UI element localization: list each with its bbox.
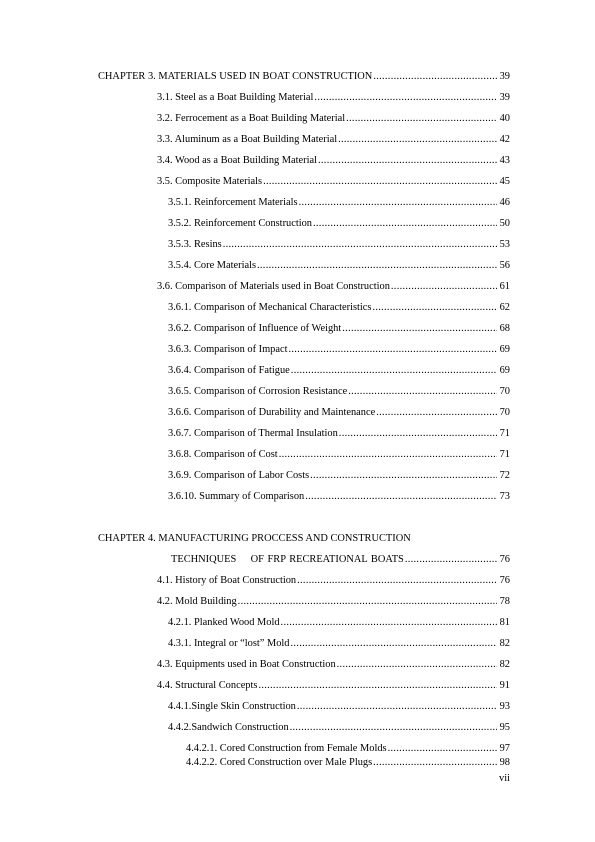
toc-leader-dots	[314, 91, 497, 104]
toc-entry-3-6-8[interactable]	[168, 448, 510, 461]
toc-entry-3-6[interactable]	[157, 280, 510, 293]
toc-leader-dots	[373, 756, 497, 769]
toc-entry-page: 43	[499, 155, 510, 166]
toc-entry-title: 4.4. Structural Concepts	[157, 680, 258, 691]
toc-leader-dots	[405, 553, 497, 566]
toc-leader-dots	[376, 406, 497, 419]
toc-entry-chapter-4[interactable]	[171, 553, 510, 566]
toc-entry-page: 45	[499, 176, 510, 187]
toc-entry-3-6-5[interactable]	[168, 385, 510, 398]
toc-entry-title: 3.1. Steel as a Boat Building Material	[157, 92, 314, 103]
toc-entry-page: 70	[499, 386, 510, 397]
page-number: vii	[499, 773, 510, 784]
toc-entry-3-6-4[interactable]	[168, 364, 510, 377]
toc-entry-title: 3.3. Aluminum as a Boat Building Material	[157, 134, 338, 145]
toc-leader-dots	[339, 427, 497, 440]
toc-entry-3-6-9[interactable]	[168, 469, 510, 482]
toc-entry-4-3-1[interactable]	[168, 637, 510, 650]
toc-leader-dots	[342, 322, 497, 335]
toc-leader-dots	[297, 700, 497, 713]
toc-entry-title: 3.6.10. Summary of Comparison	[168, 491, 305, 502]
toc-leader-dots	[279, 448, 497, 461]
toc-entry-3-5-3[interactable]	[168, 238, 510, 251]
toc-entry-3-1[interactable]	[157, 91, 510, 104]
toc-leader-dots	[291, 637, 498, 650]
toc-entry-page: 62	[499, 302, 510, 313]
toc-entry-page: 71	[499, 428, 510, 439]
toc-entry-page: 70	[499, 407, 510, 418]
toc-entry-page: 40	[499, 113, 510, 124]
toc-entry-page: 76	[499, 575, 510, 586]
toc-entry-title: 3.5.2. Reinforcement Construction	[168, 218, 312, 229]
toc-leader-dots	[388, 742, 497, 755]
toc-entry-page: 98	[499, 757, 510, 768]
toc-leader-dots	[391, 280, 497, 293]
toc-entry-title: 4.2.1. Planked Wood Mold	[168, 617, 280, 628]
toc-entry-page: 72	[499, 470, 510, 481]
toc-entry-page: 69	[499, 344, 510, 355]
toc-entry-title: 3.6.8. Comparison of Cost	[168, 449, 278, 460]
toc-leader-dots	[288, 343, 497, 356]
toc-entry-page: 82	[499, 659, 510, 670]
toc-entry-title: 4.3. Equipments used in Boat Construction	[157, 659, 336, 670]
toc-leader-dots	[297, 574, 497, 587]
toc-entry-title: 4.4.2.2. Cored Construction over Male Plugs	[186, 757, 373, 768]
toc-leader-dots	[348, 385, 497, 398]
toc-entry-page: 69	[499, 365, 510, 376]
toc-entry-title: 3.5.3. Resins	[168, 239, 222, 250]
toc-entry-title: 4.4.2.Sandwich Construction	[168, 722, 289, 733]
toc-entry-title: 4.3.1. Integral or “lost” Mold	[168, 638, 290, 649]
toc-entry-4-4-2-2[interactable]	[186, 756, 510, 769]
toc-entry-title: 4.4.2.1. Cored Construction from Female Molds	[186, 743, 387, 754]
toc-leader-dots	[281, 616, 497, 629]
toc-entry-chapter-3[interactable]	[98, 70, 510, 83]
toc-entry-3-6-3[interactable]	[168, 343, 510, 356]
toc-entry-title: 4.4.1.Single Skin Construction	[168, 701, 296, 712]
toc-entry-4-2-1[interactable]	[168, 616, 510, 629]
toc-entry-3-5-2[interactable]	[168, 217, 510, 230]
toc-entry-title: 4.1. History of Boat Construction	[157, 575, 297, 586]
toc-leader-dots	[337, 658, 497, 671]
toc-leader-dots	[310, 469, 497, 482]
toc-leader-dots	[223, 238, 497, 251]
toc-chapter-4-heading: CHAPTER 4. MANUFACTURING PROCCESS AND CONSTRUCTION	[98, 533, 411, 544]
toc-entry-page: 56	[499, 260, 510, 271]
toc-entry-page: 68	[499, 323, 510, 334]
toc-entry-3-3[interactable]	[157, 133, 510, 146]
toc-entry-page: 61	[499, 281, 510, 292]
toc-entry-4-4[interactable]	[157, 679, 510, 692]
toc-entry-4-4-2[interactable]	[168, 721, 510, 734]
toc-entry-3-5[interactable]	[157, 175, 510, 188]
toc-entry-page: 78	[499, 596, 510, 607]
toc-entry-title: 3.6. Comparison of Materials used in Boat Construction	[157, 281, 390, 292]
toc-entry-3-6-7[interactable]	[168, 427, 510, 440]
toc-entry-title: TECHNIQUES OF FRP RECREATIONAL BOATS	[171, 554, 404, 565]
toc-entry-3-6-6[interactable]	[168, 406, 510, 419]
toc-leader-dots	[290, 721, 497, 734]
toc-leader-dots	[238, 595, 497, 608]
toc-entry-4-1[interactable]	[157, 574, 510, 587]
toc-entry-4-4-1[interactable]	[168, 700, 510, 713]
toc-entry-3-6-1[interactable]	[168, 301, 510, 314]
toc-entry-page: 93	[499, 701, 510, 712]
toc-entry-page: 39	[499, 71, 510, 82]
toc-entry-page: 42	[499, 134, 510, 145]
toc-leader-dots	[338, 133, 497, 146]
toc-entry-4-2[interactable]	[157, 595, 510, 608]
toc-entry-3-5-1[interactable]	[168, 196, 510, 209]
toc-entry-title: 3.6.5. Comparison of Corrosion Resistance	[168, 386, 348, 397]
toc-entry-page: 95	[499, 722, 510, 733]
toc-entry-title: 3.6.1. Comparison of Mechanical Characteristics	[168, 302, 372, 313]
toc-entry-page: 76	[499, 554, 510, 565]
toc-entry-page: 81	[499, 617, 510, 628]
toc-entry-title: 3.6.7. Comparison of Thermal Insulation	[168, 428, 338, 439]
toc-leader-dots	[373, 70, 497, 83]
toc-entry-3-5-4[interactable]	[168, 259, 510, 272]
toc-entry-title: 3.5. Composite Materials	[157, 176, 263, 187]
toc-entry-title: 3.6.9. Comparison of Labor Costs	[168, 470, 310, 481]
toc-leader-dots	[318, 154, 497, 167]
toc-entry-title: 3.6.4. Comparison of Fatigue	[168, 365, 290, 376]
toc-entry-page: 53	[499, 239, 510, 250]
toc-entry-page: 91	[499, 680, 510, 691]
toc-entry-page: 39	[499, 92, 510, 103]
toc-entry-title: 3.6.3. Comparison of Impact	[168, 344, 288, 355]
toc-entry-3-6-10[interactable]	[168, 490, 510, 503]
toc-entry-title: 4.2. Mold Building	[157, 596, 237, 607]
toc-entry-title: 3.5.4. Core Materials	[168, 260, 257, 271]
toc-leader-dots	[305, 490, 497, 503]
toc-leader-dots	[257, 259, 497, 272]
toc-entry-3-4[interactable]	[157, 154, 510, 167]
toc-leader-dots	[263, 175, 497, 188]
toc-entry-4-4-2-1[interactable]	[186, 742, 510, 755]
toc-entry-title: 3.6.6. Comparison of Durability and Maintenance	[168, 407, 376, 418]
toc-entry-3-2[interactable]	[157, 112, 510, 125]
toc-entry-page: 97	[499, 743, 510, 754]
toc-leader-dots	[258, 679, 497, 692]
toc-entry-title: CHAPTER 3. MATERIALS USED IN BOAT CONSTRUCTION	[98, 71, 373, 82]
toc-leader-dots	[313, 217, 497, 230]
toc-entry-page: 50	[499, 218, 510, 229]
toc-entry-page: 73	[499, 491, 510, 502]
toc-entry-title: 3.2. Ferrocement as a Boat Building Material	[157, 113, 346, 124]
toc-leader-dots	[346, 112, 497, 125]
toc-entry-3-6-2[interactable]	[168, 322, 510, 335]
toc-entry-page: 46	[499, 197, 510, 208]
toc-entry-title: 3.6.2. Comparison of Influence of Weight	[168, 323, 342, 334]
toc-entry-page: 71	[499, 449, 510, 460]
toc-leader-dots	[291, 364, 497, 377]
toc-entry-title: 3.4. Wood as a Boat Building Material	[157, 155, 318, 166]
toc-entry-page: 82	[499, 638, 510, 649]
toc-leader-dots	[299, 196, 497, 209]
toc-leader-dots	[372, 301, 497, 314]
toc-entry-4-3[interactable]	[157, 658, 510, 671]
toc-entry-title: 3.5.1. Reinforcement Materials	[168, 197, 298, 208]
